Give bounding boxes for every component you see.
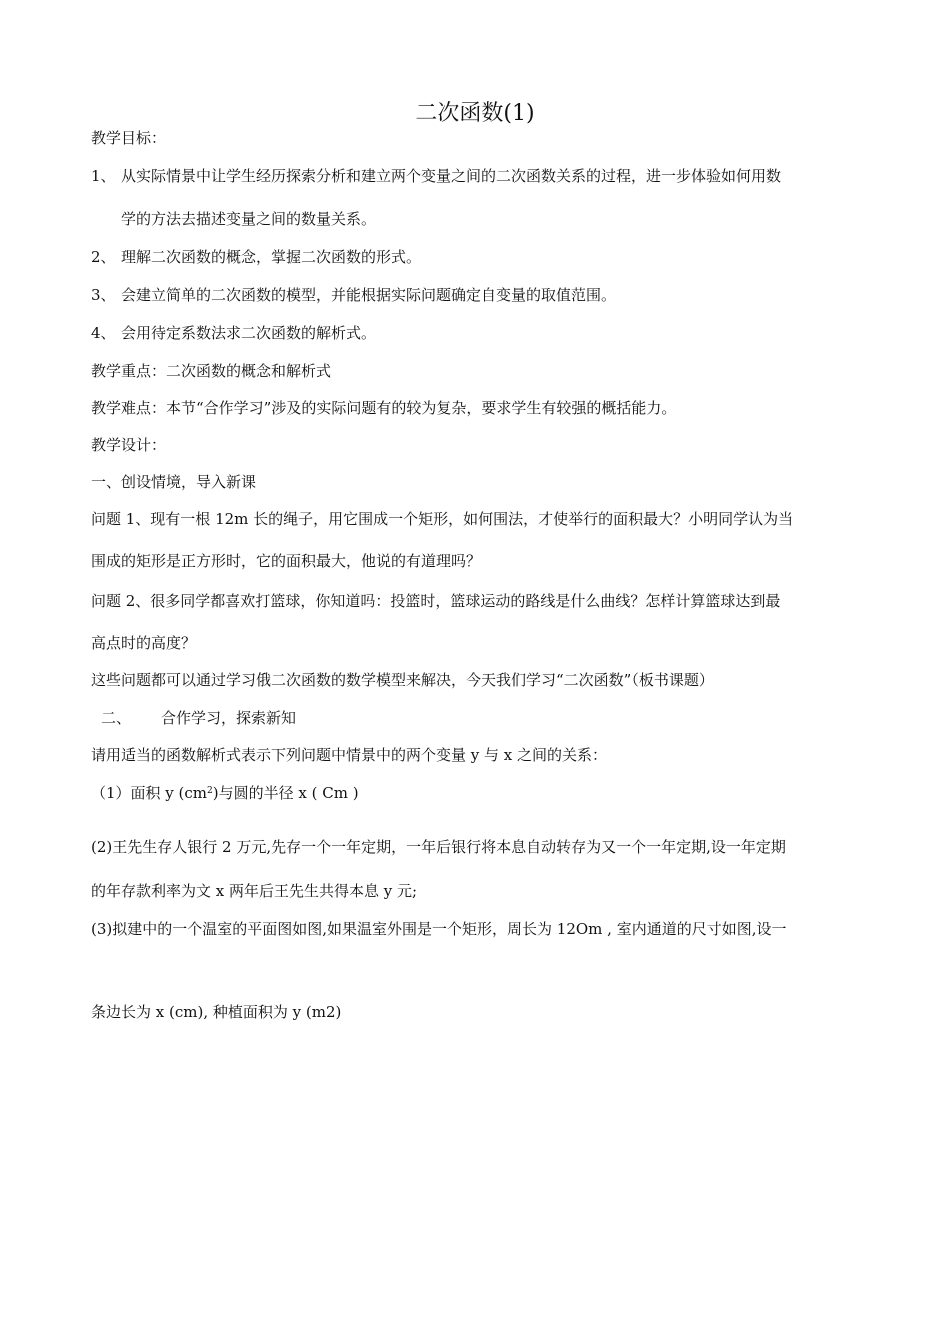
section-2-text: 合作学习，探索新知: [161, 709, 297, 727]
problem-1-line-2: 围成的矩形是正方形时，它的面积最大，他说的有道理吗？: [91, 552, 482, 570]
problem-2-line-1: 问题 2、很多同学都喜欢打篮球，你知道吗：投篮时，篮球运动的路线是什么曲线？怎样计算篮球达到最: [91, 592, 781, 610]
difficulty: 教学难点：本节“合作学习”涉及的实际问题有的较为复杂，要求学生有较强的概括能力。: [91, 399, 677, 417]
problem-2-line-2: 高点时的高度？: [91, 634, 197, 652]
question-2-line-2: 的年存款利率为文 x 两年后王先生共得本息 y 元;: [91, 882, 418, 900]
objective-item-4: [91, 323, 376, 343]
objective-number: 2、: [91, 248, 116, 266]
question-3-line-1: (3)拟建中的一个温室的平面图如图,如果温室外围是一个矩形，周长为 12Om , 室内通道的尺寸如图,设一: [91, 920, 787, 938]
objective-number: 3、: [91, 286, 116, 304]
objective-text: 会建立简单的二次函数的模型，并能根据实际问题确定自变量的取值范围。: [121, 286, 617, 304]
design-heading: 教学设计：: [91, 436, 167, 454]
objective-text: 从实际情景中让学生经历探索分析和建立两个变量之间的二次函数关系的过程，进一步体验如何用数: [121, 167, 782, 185]
section-2-heading: [101, 708, 296, 728]
objective-number: 1、: [91, 167, 116, 185]
objective-item-1: [91, 166, 781, 186]
problem-1-line-1: 问题 1、现有一根 12m 长的绳子，用它围成一个矩形，如何围法，才使举行的面积最大？小明同学认为当: [91, 510, 794, 528]
page-title: 二次函数(1): [415, 101, 535, 126]
question-3-line-2: 条边长为 x (cm), 种植面积为 y (m2): [91, 1003, 342, 1021]
key-point: 教学重点：二次函数的概念和解析式: [91, 362, 332, 380]
section-2-number: 二、: [101, 709, 132, 727]
objective-item-2: [91, 247, 421, 267]
question-1: [91, 783, 359, 803]
objective-item-3: [91, 285, 616, 305]
objective-number: 4、: [91, 324, 116, 342]
section-1-heading: 一、创设情境，导入新课: [91, 473, 257, 491]
superscript: 2: [207, 786, 213, 796]
intro-text: 这些问题都可以通过学习俄二次函数的数学模型来解决，今天我们学习“二次函数”（板书课题）: [91, 671, 714, 689]
objectives-heading: 教学目标：: [91, 129, 167, 147]
instruction: 请用适当的函数解析式表示下列问题中情景中的两个变量 y 与 x 之间的关系：: [91, 746, 608, 764]
question-1-text: （1）面积 y (cm: [91, 784, 208, 802]
question-2-line-1: (2)王先生存人银行 2 万元,先存一个一年定期，一年后银行将本息自动转存为又一个一年定期,设一年定期: [91, 838, 786, 856]
objective-text: 会用待定系数法求二次函数的解析式。: [121, 324, 377, 342]
objective-text: 理解二次函数的概念，掌握二次函数的形式。: [121, 248, 422, 266]
question-1-text-end: )与圆的半径 x ( Cm ): [212, 784, 359, 802]
objective-item-1-continued: 学的方法去描述变量之间的数量关系。: [121, 210, 377, 228]
